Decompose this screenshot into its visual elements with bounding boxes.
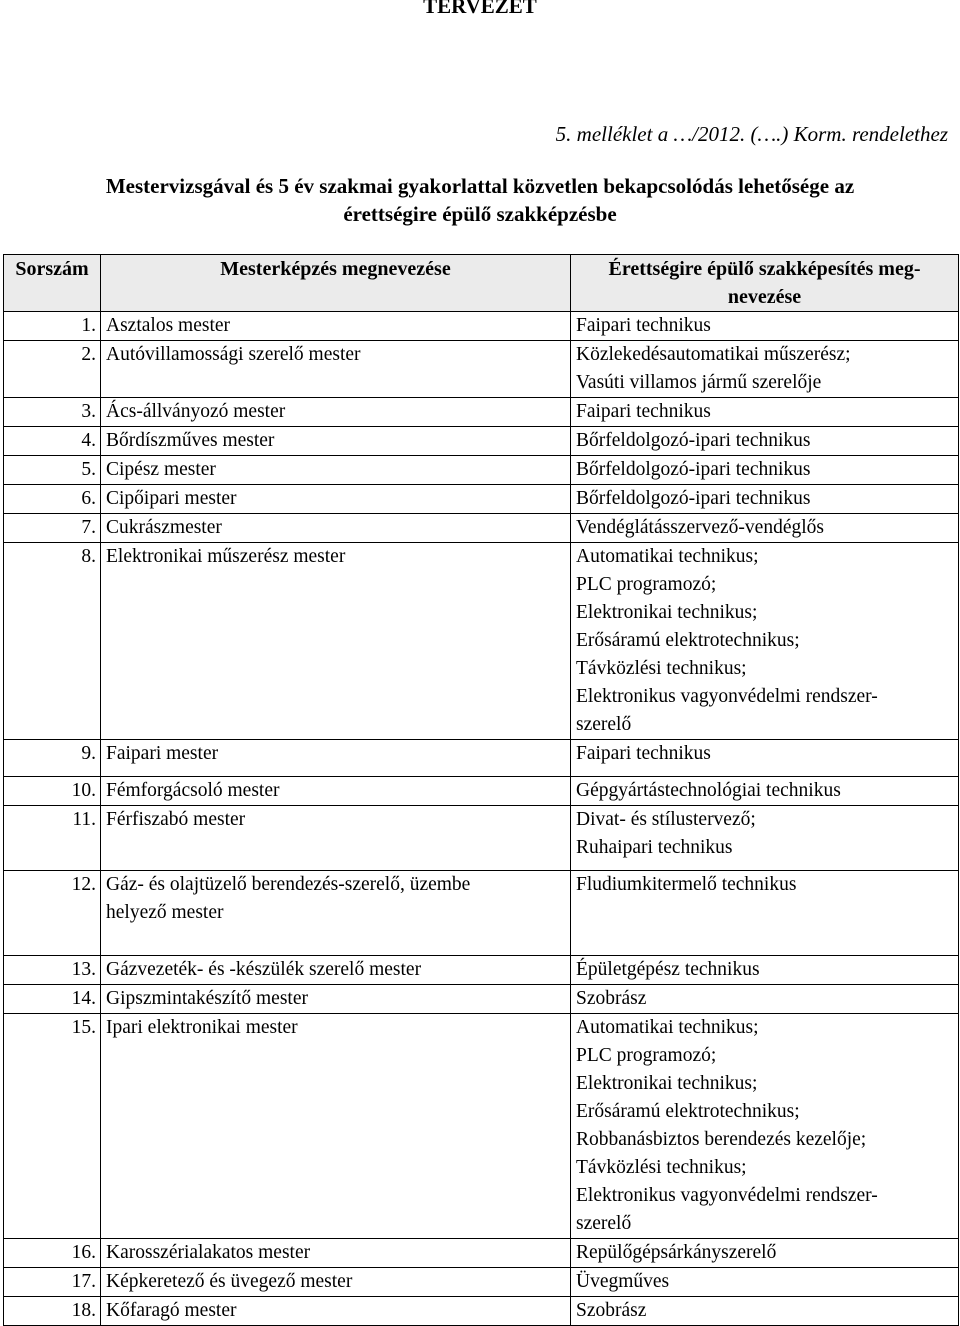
row-number: 18. (4, 1297, 101, 1326)
master-training-name: Cipőipari mester (106, 488, 237, 509)
qualification-name: Üvegműves (576, 1271, 670, 1292)
table-row (4, 398, 959, 427)
qualification-cell (571, 1014, 959, 1239)
heading-line: Mestervizsgával és 5 év szakmai gyakorlattal közvetlen bekapcsolódás lehetősége az (105, 174, 855, 198)
master-training-cell (101, 514, 571, 543)
master-training-name: Ipari elektronikai mester (106, 1017, 298, 1038)
qualification-cell (571, 543, 959, 740)
master-training-cell (101, 1014, 571, 1239)
qualification-name: Közlekedésautomatikai műszerész; (576, 344, 851, 365)
qualification-name: Erősáramú elektrotechnikus; (576, 1101, 800, 1122)
row-number: 15. (4, 1014, 101, 1239)
qualification-name: Fludiumkitermelő technikus (576, 874, 797, 895)
master-training-name: Karosszérialakatos mester (106, 1242, 311, 1263)
row-number: 11. (4, 806, 101, 871)
qualification-cell (571, 312, 959, 341)
qualification-name: Faipari technikus (576, 401, 711, 422)
qualification-cell (571, 871, 959, 956)
table-row (4, 312, 959, 341)
master-training-cell (101, 1297, 571, 1326)
qualification-name: Vendéglátásszervező-vendéglős (576, 517, 824, 538)
master-training-name: Elektronikai műszerész mester (106, 546, 346, 567)
table-row (4, 543, 959, 740)
qualification-cell (571, 777, 959, 806)
master-training-name: Képkeretező és üvegező mester (106, 1271, 353, 1292)
master-training-cell (101, 485, 571, 514)
row-number: 3. (4, 398, 101, 427)
document-title: TERVEZET (423, 0, 537, 18)
table-row (4, 871, 959, 956)
master-training-name: Asztalos mester (106, 315, 231, 336)
row-number: 6. (4, 485, 101, 514)
qualification-name: Robbanásbiztos berendezés kezelője; (576, 1129, 867, 1150)
qualification-cell (571, 485, 959, 514)
master-training-name: helyező mester (106, 902, 224, 923)
row-number: 8. (4, 543, 101, 740)
qualification-name: Bőrfeldolgozó-ipari technikus (576, 488, 811, 509)
row-number: 2. (4, 341, 101, 398)
qualification-name: Divat- és stílustervező; (576, 809, 756, 830)
table-row (4, 1268, 959, 1297)
table-row (4, 1014, 959, 1239)
qualification-name: Elektronikai technikus; (576, 1073, 758, 1094)
table-row (4, 485, 959, 514)
qualification-name: Repülőgépsárkányszerelő (576, 1242, 777, 1263)
master-training-name: Bőrdíszműves mester (106, 430, 275, 451)
qualification-name: Távközlési technikus; (576, 658, 747, 679)
master-training-name: Gipszmintakészítő mester (106, 988, 308, 1009)
row-number: 16. (4, 1239, 101, 1268)
master-training-cell (101, 806, 571, 871)
qualification-name: Elektronikus vagyonvédelmi rendszer- (576, 686, 878, 707)
row-number: 4. (4, 427, 101, 456)
qualification-name: Automatikai technikus; (576, 546, 759, 567)
qualification-cell (571, 806, 959, 871)
qualification-cell (571, 740, 959, 777)
heading-line: érettségire épülő szakképzésbe (343, 202, 617, 226)
master-training-cell (101, 740, 571, 777)
master-training-cell (101, 312, 571, 341)
master-training-cell (101, 543, 571, 740)
qualification-name: szerelő (576, 1213, 632, 1234)
row-number: 5. (4, 456, 101, 485)
qualification-table (3, 254, 959, 1326)
master-training-name: Férfiszabó mester (106, 809, 246, 830)
qualification-cell (571, 1239, 959, 1268)
master-training-cell (101, 1239, 571, 1268)
master-training-name: Gáz- és olajtüzelő berendezés-szerelő, üzembe (106, 874, 471, 895)
master-training-cell (101, 956, 571, 985)
table-row (4, 514, 959, 543)
qualification-cell (571, 1268, 959, 1297)
row-number: 14. (4, 985, 101, 1014)
qualification-name: Gépgyártástechnológiai technikus (576, 780, 841, 801)
header-number: Sorszám (4, 255, 101, 312)
table-row (4, 985, 959, 1014)
table-header-row (4, 255, 959, 312)
qualification-name: szerelő (576, 714, 632, 735)
qualification-cell (571, 456, 959, 485)
row-number: 7. (4, 514, 101, 543)
qualification-name: PLC programozó; (576, 1045, 717, 1066)
qualification-name: Elektronikus vagyonvédelmi rendszer- (576, 1185, 878, 1206)
qualification-name: Vasúti villamos jármű szerelője (576, 372, 822, 393)
qualification-name: Távközlési technikus; (576, 1157, 747, 1178)
master-training-cell (101, 777, 571, 806)
master-training-name: Kőfaragó mester (106, 1300, 237, 1321)
table-row (4, 956, 959, 985)
qualification-name: Erősáramú elektrotechnikus; (576, 630, 800, 651)
master-training-name: Autóvillamossági szerelő mester (106, 344, 361, 365)
table-row (4, 740, 959, 777)
qualification-name: Faipari technikus (576, 743, 711, 764)
qualification-cell (571, 341, 959, 398)
annex-reference: 5. melléklet a …/2012. (….) Korm. rendelethez (555, 122, 948, 146)
header-qualification (571, 255, 959, 312)
row-number: 9. (4, 740, 101, 777)
master-training-cell (101, 456, 571, 485)
qualification-name: Automatikai technikus; (576, 1017, 759, 1038)
table-row (4, 777, 959, 806)
qualification-cell (571, 1297, 959, 1326)
master-training-name: Fémforgácsoló mester (106, 780, 280, 801)
master-training-cell (101, 341, 571, 398)
qualification-name: Szobrász (576, 1300, 647, 1321)
table-row (4, 341, 959, 398)
qualification-name: PLC programozó; (576, 574, 717, 595)
table-row (4, 1239, 959, 1268)
qualification-name: Bőrfeldolgozó-ipari technikus (576, 459, 811, 480)
table-row (4, 1297, 959, 1326)
row-number: 10. (4, 777, 101, 806)
master-training-cell (101, 985, 571, 1014)
row-number: 17. (4, 1268, 101, 1297)
master-training-name: Cipész mester (106, 459, 216, 480)
qualification-name: Ruhaipari technikus (576, 837, 733, 858)
row-number: 1. (4, 312, 101, 341)
qualification-name: Épületgépész technikus (576, 959, 760, 980)
qualification-cell (571, 956, 959, 985)
qualification-name: Elektronikai technikus; (576, 602, 758, 623)
qualification-name: Szobrász (576, 988, 647, 1009)
master-training-name: Ács-állványozó mester (106, 401, 286, 422)
master-training-cell (101, 1268, 571, 1297)
table-row (4, 806, 959, 871)
row-number: 12. (4, 871, 101, 956)
qualification-cell (571, 514, 959, 543)
table-row (4, 456, 959, 485)
document-heading (20, 172, 940, 228)
master-training-name: Faipari mester (106, 743, 219, 764)
header-master-training: Mesterképzés megnevezése (101, 255, 571, 312)
master-training-cell (101, 398, 571, 427)
qualification-name: Faipari technikus (576, 315, 711, 336)
master-training-name: Gázvezeték- és -készülék szerelő mester (106, 959, 422, 980)
master-training-name: Cukrászmester (106, 517, 222, 538)
qualification-cell (571, 985, 959, 1014)
header-qualification-line: nevezése (727, 286, 802, 308)
master-training-cell (101, 427, 571, 456)
master-training-cell (101, 871, 571, 956)
row-number: 13. (4, 956, 101, 985)
table-row (4, 427, 959, 456)
qualification-name: Bőrfeldolgozó-ipari technikus (576, 430, 811, 451)
qualification-cell (571, 427, 959, 456)
header-qualification-line: Érettségire épülő szakképesítés meg- (608, 258, 921, 280)
qualification-cell (571, 398, 959, 427)
